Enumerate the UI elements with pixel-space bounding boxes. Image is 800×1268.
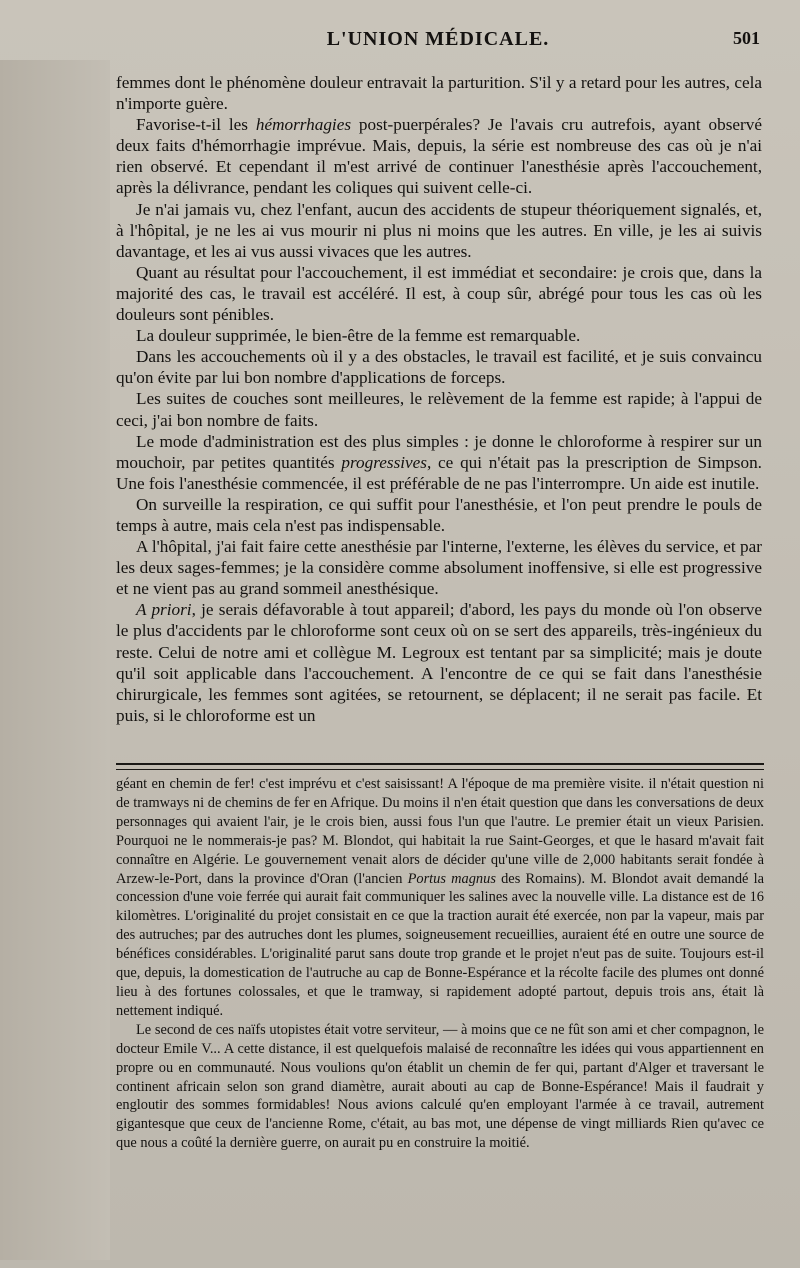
- page-number: 501: [733, 28, 760, 48]
- italic-term: progressives: [341, 452, 427, 472]
- page-edge-shadow: [0, 60, 110, 1260]
- text-run: des Romains). M. Blondot avait demandé la concession d'une voie ferrée qui aurait fait communiquer les salines avec la nouvelle ville. La distance est de 16 kilomètres. L'originalité du projet consistait en ce que la traction aurait été exercée, non par la vapeur, mais par des autruches; par des autruches dont les plumes, soigneusement recueillies, auraient été en outre une source de bénéfices considérables. L'originalité parut sans doute trop grande et le projet n'eut pas de suite. Toujours est-il que, depuis, la domestication de l'autruche au cap de Bonne-Espérance et la récolte facile des plumes ont donné lieu à des fortunes colossales, et que le tramway, si rapidement adopté partout, depuis trois ans, était là nettement indiqué.: [116, 870, 764, 1019]
- paragraph: Quant au résultat pour l'accouchement, il est immédiat et secondaire: je crois que, dans la majorité des cas, le travail est accéléré. Il est, à coup sûr, abrégé pour tous les cas où les douleurs sont pénibles.: [116, 262, 762, 325]
- text-run: , je serais défavorable à tout appareil; d'abord, les pays du monde où l'on observe le plus d'accidents par le chloroforme sont ceux où on se sert des appareils, très-ingénieux du reste. Celui de notre ami et collègue M. Legroux est tentant par sa simplicité; mais je doute qu'il soit applicable dans l'accouchement. A l'encontre de ce qui se fait dans l'anesthésie chirurgicale, les femmes sont agitées, se retournent, se déplacent; il ne serait pas facile. Et puis, si le chloroforme est un: [116, 600, 762, 725]
- text-run: géant en chemin de fer! c'est imprévu et c'est saisissant! A l'époque de ma première visite. il n'était question ni de tramways ni de chemins de fer en Afrique. Du moins il n'en était question que dans les conversations de deux personnages qui avaient l'air, je le crois bien, aussi fous l'un que l'autre. Le premier était un vieux Parisien. Pourquoi ne le nommerais-je pas? M. Blondot, qui habitait la rue Saint-Georges, et que le hasard m'avait fait connaître en Algérie. Le gouvernement venait alors de décider qu'une ville de 2,000 habitants serait fondée à Arzew-le-Port, dans la province d'Oran (l'ancien: [116, 776, 764, 887]
- text-run: Le mode d'administration est des plus simples : je donne le chloroforme à respirer sur un mouchoir, par petites quantités: [116, 431, 762, 472]
- italic-term: hémorrhagies: [255, 115, 352, 135]
- journal-title: L'UNION MÉDICALE.: [326, 28, 550, 50]
- feuilleton-section: [116, 775, 764, 1153]
- paragraph: [116, 114, 762, 198]
- feuilleton-paragraph: Le second de ces naïfs utopistes était votre serviteur, — à moins que ce ne fût son ami et cher compagnon, le docteur Emile V... A cette distance, il est quelquefois malaisé de reconnaître les idées qui vous appartiennent en propre ou en communauté. Nous voulions qu'on établit un chemin de fer qui, partant d'Alger et traversant le continent africain selon son grand diamètre, aurait abouti au cap de Bonne-Espérance! Mais il faudrait y engloutir des sommes formidables! Nous avions calculé qu'en employant l'armée à ce travail, autrement gigantesque que ceux de l'ancienne Rome, c'était, au bas mot, une dépense de vingt milliards Rien qu'avec ce que nous a coûté la dernière guerre, on aurait pu en construire la moitié.: [116, 1021, 764, 1152]
- paragraph: femmes dont le phénomène douleur entravait la parturition. S'il y a retard pour les autres, cela n'importe guère.: [116, 73, 762, 114]
- paragraph: La douleur supprimée, le bien-être de la femme est remarquable.: [136, 326, 581, 346]
- paragraph: Les suites de couches sont meilleures, le relèvement de la femme est rapide; à l'appui de ceci, j'ai bon nombre de faits.: [116, 389, 762, 430]
- paragraph: [116, 431, 762, 494]
- page-header: [116, 28, 760, 54]
- paragraph: Dans les accouchements où il y a des obstacles, le travail est facilité, et je suis convaincu qu'on évite par lui bon nombre d'applications de forceps.: [116, 347, 762, 388]
- text-run: , ce qui n'était pas la prescription de Simpson. Une fois l'anesthésie commencée, il est préférable de ne pas l'interrompre. Un aide est inutile.: [116, 452, 762, 493]
- feuilleton-separator-rule: [116, 763, 764, 770]
- paragraph: A l'hôpital, j'ai fait faire cette anesthésie par l'interne, l'externe, les élèves du service, et par les deux sages-femmes; je la considère comme absolument inoffensive, si elle est progressive et ne vient pas au grand sommeil anesthésique.: [116, 537, 762, 599]
- paragraph: On surveille la respiration, ce qui suffit pour l'anesthésie, et l'on peut prendre le pouls de temps à autre, mais cela n'est pas indispensable.: [116, 494, 762, 535]
- text-run: post-puerpérales? Je l'avais cru autrefois, ayant observé deux faits d'hémorrhagie imprévue. Mais, depuis, la série est nombreuse des cas où je n'ai rien observé. Et cependant il m'est arrivé de continuer l'anesthésie après l'accouchement, après la délivrance, pendant les coliques qui suivent celle-ci.: [116, 115, 762, 198]
- italic-term: A priori: [136, 600, 192, 620]
- text-run: Favorise-t-il les: [136, 115, 256, 135]
- main-article: [116, 72, 762, 726]
- paragraph: [116, 599, 762, 726]
- paragraph: Je n'ai jamais vu, chez l'enfant, aucun des accidents de stupeur théoriquement signalés, et, à l'hôpital, je ne les ai vus mourir ni plus ni moins que les autres. En ville, je les ai suivis davantage, et les ai vus aussi vivaces que les autres.: [116, 199, 762, 261]
- feuilleton-paragraph: [116, 775, 764, 1021]
- italic-term: Portus magnus: [407, 870, 496, 887]
